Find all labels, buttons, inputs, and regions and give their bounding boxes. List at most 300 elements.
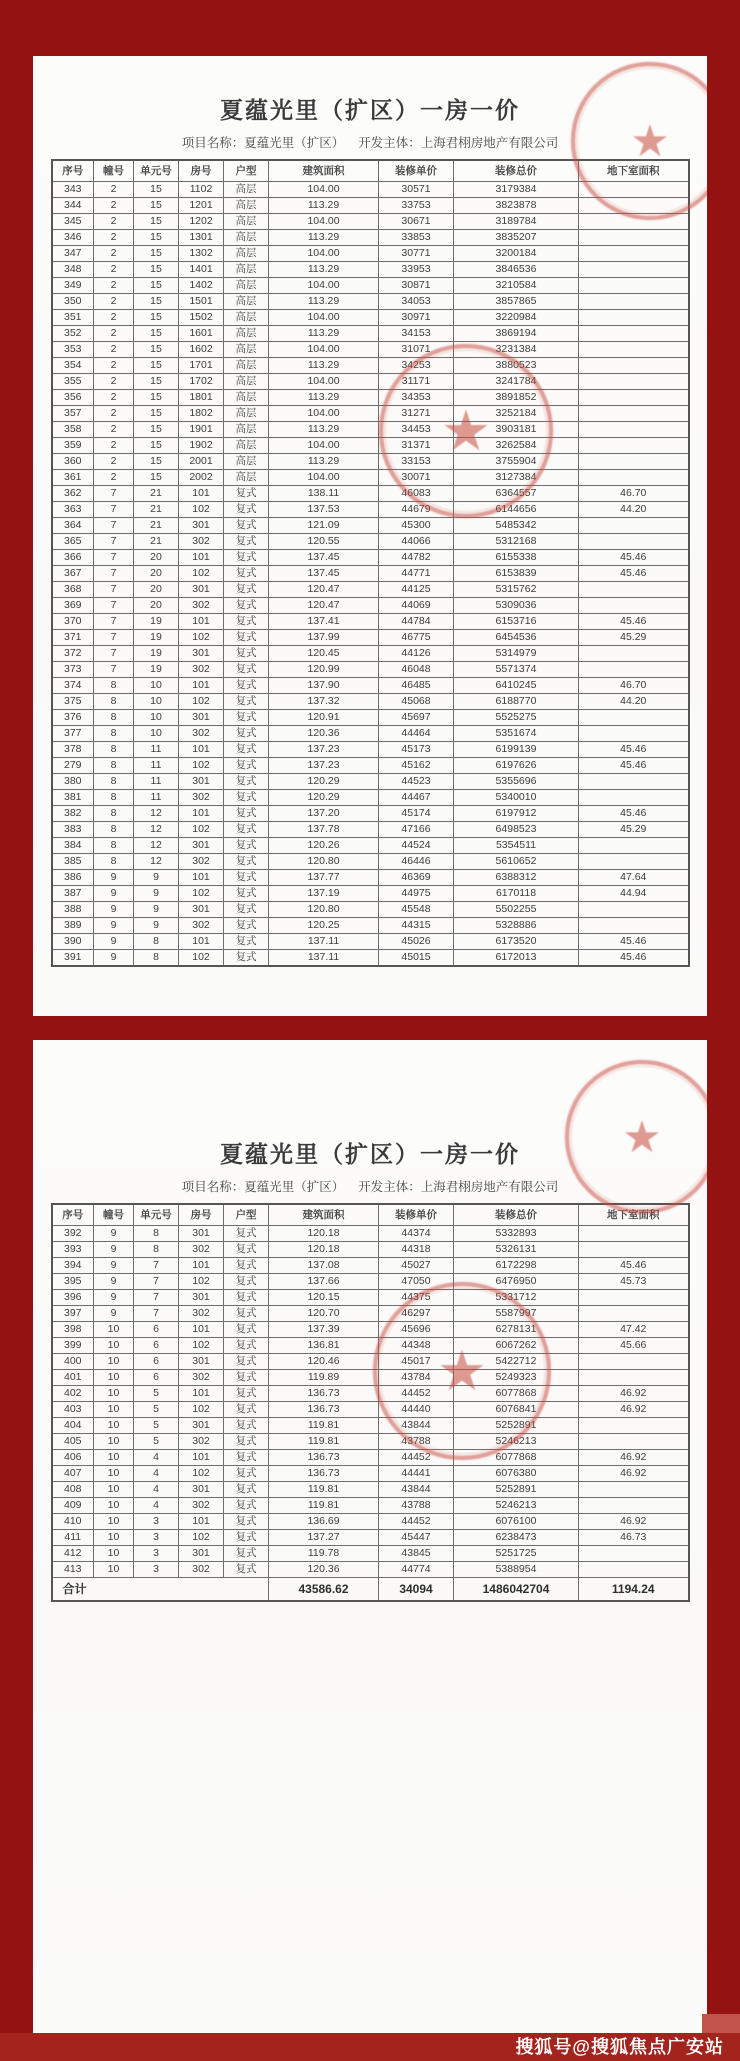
cell: 15 [134, 342, 179, 358]
cell: 2 [94, 198, 134, 214]
cell [579, 358, 689, 374]
cell: 6410245 [454, 678, 579, 694]
column-header: 建筑面积 [269, 160, 379, 182]
cell: 6076100 [454, 1514, 579, 1530]
cell: 101 [179, 1322, 224, 1338]
cell: 46485 [379, 678, 454, 694]
cell: 120.29 [269, 790, 379, 806]
table-row [52, 390, 689, 406]
cell: 45447 [379, 1530, 454, 1546]
cell: 302 [179, 1370, 224, 1386]
cell: 8 [94, 774, 134, 790]
cell: 复式 [224, 934, 269, 950]
scanned-page-2 [33, 1040, 707, 2037]
cell: 复式 [224, 790, 269, 806]
cell: 3252184 [454, 406, 579, 422]
column-header: 装修单价 [379, 1204, 454, 1226]
cell: 5246213 [454, 1498, 579, 1514]
cell: 113.29 [269, 230, 379, 246]
cell [579, 214, 689, 230]
project-name: 夏蕴光里（扩区） [244, 136, 345, 150]
cell: 15 [134, 278, 179, 294]
total-cell: 43586.62 [269, 1578, 379, 1602]
column-header: 装修总价 [454, 160, 579, 182]
table-row [52, 1418, 689, 1434]
cell: 104.00 [269, 182, 379, 198]
cell: 10 [94, 1562, 134, 1578]
cell [579, 1370, 689, 1386]
table-row [52, 198, 689, 214]
cell: 21 [134, 502, 179, 518]
cell: 5312168 [454, 534, 579, 550]
cell [579, 422, 689, 438]
cell: 12 [134, 854, 179, 870]
cell: 364 [52, 518, 94, 534]
cell: 高层 [224, 358, 269, 374]
cell: 10 [134, 678, 179, 694]
cell: 9 [134, 902, 179, 918]
cell: 复式 [224, 1290, 269, 1306]
cell: 复式 [224, 1322, 269, 1338]
cell: 6476950 [454, 1274, 579, 1290]
cell: 19 [134, 630, 179, 646]
project-label: 项目名称： [181, 1180, 245, 1194]
cell: 136.73 [269, 1402, 379, 1418]
cell [579, 1354, 689, 1370]
cell: 302 [179, 534, 224, 550]
cell: 102 [179, 1338, 224, 1354]
cell: 409 [52, 1498, 94, 1514]
cell: 137.20 [269, 806, 379, 822]
cell: 10 [134, 694, 179, 710]
cell: 6188770 [454, 694, 579, 710]
cell: 10 [94, 1322, 134, 1338]
cell: 2 [94, 454, 134, 470]
cell: 137.11 [269, 934, 379, 950]
cell: 复式 [224, 854, 269, 870]
cell: 21 [134, 534, 179, 550]
cell: 复式 [224, 870, 269, 886]
cell: 4 [134, 1482, 179, 1498]
cell: 7 [94, 582, 134, 598]
cell: 5354511 [454, 838, 579, 854]
cell: 8 [94, 822, 134, 838]
cell: 46.92 [579, 1450, 689, 1466]
cell: 1401 [179, 262, 224, 278]
cell: 7 [134, 1306, 179, 1322]
cell [579, 406, 689, 422]
cell: 120.70 [269, 1306, 379, 1322]
cell: 1902 [179, 438, 224, 454]
cell: 2 [94, 358, 134, 374]
table-row [52, 1338, 689, 1354]
table-row [52, 1546, 689, 1562]
cell: 44318 [379, 1242, 454, 1258]
table-row [52, 486, 689, 502]
cell: 31371 [379, 438, 454, 454]
cell: 10 [94, 1402, 134, 1418]
cell: 2001 [179, 454, 224, 470]
cell: 4 [134, 1466, 179, 1482]
cell: 45027 [379, 1258, 454, 1274]
cell: 120.15 [269, 1290, 379, 1306]
cell: 复式 [224, 1226, 269, 1242]
cell: 33153 [379, 454, 454, 470]
cell: 102 [179, 822, 224, 838]
cell: 367 [52, 566, 94, 582]
table-row [52, 790, 689, 806]
column-header: 房号 [179, 1204, 224, 1226]
column-header: 户型 [224, 1204, 269, 1226]
cell: 113.29 [269, 390, 379, 406]
cell: 8 [134, 1242, 179, 1258]
cell: 10 [94, 1514, 134, 1530]
cell: 302 [179, 1498, 224, 1514]
cell: 6498523 [454, 822, 579, 838]
cell: 复式 [224, 1434, 269, 1450]
cell: 3210584 [454, 278, 579, 294]
cell: 46.92 [579, 1402, 689, 1418]
table-row [52, 438, 689, 454]
cell: 15 [134, 374, 179, 390]
table-row [52, 1450, 689, 1466]
cell: 高层 [224, 182, 269, 198]
cell: 113.29 [269, 454, 379, 470]
star-icon: ★ [436, 1339, 488, 1402]
cell: 405 [52, 1434, 94, 1450]
cell: 46.70 [579, 678, 689, 694]
cell: 45.73 [579, 1274, 689, 1290]
cell: 1502 [179, 310, 224, 326]
cell: 104.00 [269, 214, 379, 230]
cell: 20 [134, 566, 179, 582]
cell: 9 [94, 1258, 134, 1274]
cell: 104.00 [269, 470, 379, 486]
cell: 3823878 [454, 198, 579, 214]
cell: 9 [94, 1306, 134, 1322]
cell: 370 [52, 614, 94, 630]
table-row [52, 214, 689, 230]
cell: 10 [94, 1466, 134, 1482]
cell: 6197912 [454, 806, 579, 822]
cell: 400 [52, 1354, 94, 1370]
cell: 1202 [179, 214, 224, 230]
cell: 12 [134, 822, 179, 838]
cell: 301 [179, 518, 224, 534]
cell: 45017 [379, 1354, 454, 1370]
cell: 101 [179, 742, 224, 758]
cell [579, 1482, 689, 1498]
cell [579, 710, 689, 726]
cell: 397 [52, 1306, 94, 1322]
cell: 复式 [224, 902, 269, 918]
cell: 3262584 [454, 438, 579, 454]
cell: 2 [94, 422, 134, 438]
cell: 34153 [379, 326, 454, 342]
column-header: 房号 [179, 160, 224, 182]
cell: 8 [94, 854, 134, 870]
cell: 高层 [224, 470, 269, 486]
cell: 高层 [224, 326, 269, 342]
cell: 高层 [224, 230, 269, 246]
cell: 45300 [379, 518, 454, 534]
cell: 6454536 [454, 630, 579, 646]
total-cell: 34094 [379, 1578, 454, 1602]
cell [579, 1418, 689, 1434]
scanned-page-1 [33, 56, 707, 1016]
cell: 104.00 [269, 438, 379, 454]
cell: 高层 [224, 262, 269, 278]
cell: 369 [52, 598, 94, 614]
cell: 5251725 [454, 1546, 579, 1562]
cell: 102 [179, 950, 224, 967]
cell: 9 [134, 918, 179, 934]
table-row [52, 1274, 689, 1290]
cell: 361 [52, 470, 94, 486]
cell: 6153716 [454, 614, 579, 630]
cell: 46.92 [579, 1386, 689, 1402]
cell [579, 230, 689, 246]
cell: 352 [52, 326, 94, 342]
cell: 15 [134, 246, 179, 262]
cell: 3127384 [454, 470, 579, 486]
cell: 5502255 [454, 902, 579, 918]
cell: 301 [179, 710, 224, 726]
cell [579, 470, 689, 486]
cell: 复式 [224, 1546, 269, 1562]
cell: 10 [94, 1370, 134, 1386]
cell: 3857865 [454, 294, 579, 310]
cell: 6076841 [454, 1402, 579, 1418]
total-row [52, 1578, 689, 1602]
table-header-row [52, 160, 689, 182]
cell: 1901 [179, 422, 224, 438]
cell: 386 [52, 870, 94, 886]
page-title: 夏蕴光里（扩区）一房一价 [220, 1141, 520, 1167]
cell [579, 902, 689, 918]
cell: 47.64 [579, 870, 689, 886]
cell [579, 662, 689, 678]
cell [579, 374, 689, 390]
cell: 43845 [379, 1546, 454, 1562]
cell: 1601 [179, 326, 224, 342]
cell: 301 [179, 1418, 224, 1434]
cell: 137.08 [269, 1258, 379, 1274]
cell: 7 [94, 646, 134, 662]
cell: 43788 [379, 1434, 454, 1450]
cell: 5610652 [454, 854, 579, 870]
cell [579, 598, 689, 614]
cell: 高层 [224, 374, 269, 390]
cell: 347 [52, 246, 94, 262]
cell: 6153839 [454, 566, 579, 582]
cell [579, 326, 689, 342]
cell: 6 [134, 1370, 179, 1386]
cell: 45.46 [579, 1258, 689, 1274]
cell: 120.45 [269, 646, 379, 662]
cell: 113.29 [269, 422, 379, 438]
table-row [52, 1498, 689, 1514]
cell: 120.26 [269, 838, 379, 854]
table-row [52, 950, 689, 967]
table-row [52, 854, 689, 870]
cell: 136.73 [269, 1386, 379, 1402]
cell: 6 [134, 1354, 179, 1370]
cell: 44975 [379, 886, 454, 902]
cell: 10 [94, 1498, 134, 1514]
table-row [52, 870, 689, 886]
cell: 368 [52, 582, 94, 598]
cell: 44441 [379, 1466, 454, 1482]
cell: 302 [179, 854, 224, 870]
cell: 120.99 [269, 662, 379, 678]
cell: 5388954 [454, 1562, 579, 1578]
table-row [52, 742, 689, 758]
table-row [52, 614, 689, 630]
cell: 复式 [224, 918, 269, 934]
cell: 101 [179, 1386, 224, 1402]
cell: 高层 [224, 342, 269, 358]
cell: 4 [134, 1498, 179, 1514]
cell: 9 [94, 1274, 134, 1290]
cell: 302 [179, 1242, 224, 1258]
table-row [52, 310, 689, 326]
cell: 44523 [379, 774, 454, 790]
cell: 34253 [379, 358, 454, 374]
developer-name: 上海君栩房地产有限公司 [420, 136, 559, 150]
cell: 复式 [224, 502, 269, 518]
cell: 复式 [224, 550, 269, 566]
cell: 2 [94, 390, 134, 406]
cell [579, 310, 689, 326]
cell: 3755904 [454, 454, 579, 470]
cell: 47050 [379, 1274, 454, 1290]
cell: 2 [94, 246, 134, 262]
column-header: 建筑面积 [269, 1204, 379, 1226]
cell: 高层 [224, 294, 269, 310]
cell: 302 [179, 662, 224, 678]
cell: 394 [52, 1258, 94, 1274]
total-cell: 1194.24 [579, 1578, 689, 1602]
cell: 9 [134, 886, 179, 902]
cell: 44374 [379, 1226, 454, 1242]
cell: 12 [134, 838, 179, 854]
cell: 45174 [379, 806, 454, 822]
cell: 复式 [224, 598, 269, 614]
cell: 102 [179, 1466, 224, 1482]
cell: 119.78 [269, 1546, 379, 1562]
cell: 复式 [224, 806, 269, 822]
cell: 343 [52, 182, 94, 198]
table-row [52, 662, 689, 678]
cell: 120.46 [269, 1354, 379, 1370]
cell: 302 [179, 1306, 224, 1322]
cell: 15 [134, 294, 179, 310]
cell: 101 [179, 1514, 224, 1530]
cell: 5249323 [454, 1370, 579, 1386]
cell: 5246213 [454, 1434, 579, 1450]
cell: 412 [52, 1546, 94, 1562]
cell: 复式 [224, 726, 269, 742]
table-row [52, 518, 689, 534]
cell: 复式 [224, 630, 269, 646]
cell: 6238473 [454, 1530, 579, 1546]
table-row [52, 406, 689, 422]
cell: 355 [52, 374, 94, 390]
cell: 34453 [379, 422, 454, 438]
cell: 372 [52, 646, 94, 662]
cell: 45.46 [579, 566, 689, 582]
cell: 8 [94, 838, 134, 854]
cell: 45173 [379, 742, 454, 758]
cell: 359 [52, 438, 94, 454]
cell: 302 [179, 1434, 224, 1450]
cell [579, 1290, 689, 1306]
cell: 4 [134, 1450, 179, 1466]
cell: 15 [134, 390, 179, 406]
cell: 44440 [379, 1402, 454, 1418]
cell: 46775 [379, 630, 454, 646]
cell: 301 [179, 902, 224, 918]
cell: 5309036 [454, 598, 579, 614]
cell: 44452 [379, 1514, 454, 1530]
cell: 101 [179, 934, 224, 950]
cell: 45162 [379, 758, 454, 774]
cell: 43784 [379, 1370, 454, 1386]
cell: 346 [52, 230, 94, 246]
column-header: 单元号 [134, 160, 179, 182]
cell: 10 [94, 1354, 134, 1370]
price-table-2 [51, 1203, 690, 1602]
cell: 349 [52, 278, 94, 294]
cell: 120.80 [269, 902, 379, 918]
cell: 44524 [379, 838, 454, 854]
cell: 358 [52, 422, 94, 438]
cell: 43788 [379, 1498, 454, 1514]
cell: 301 [179, 582, 224, 598]
cell: 15 [134, 262, 179, 278]
cell [579, 294, 689, 310]
table-row [52, 342, 689, 358]
cell: 8 [94, 790, 134, 806]
cell: 6077868 [454, 1386, 579, 1402]
cell: 119.81 [269, 1498, 379, 1514]
cell: 20 [134, 582, 179, 598]
cell: 15 [134, 230, 179, 246]
table-row [52, 1434, 689, 1450]
table-row [52, 278, 689, 294]
cell: 8 [94, 806, 134, 822]
cell: 344 [52, 198, 94, 214]
cell: 113.29 [269, 294, 379, 310]
cell: 9 [134, 870, 179, 886]
cell: 1201 [179, 198, 224, 214]
cell: 复式 [224, 1418, 269, 1434]
cell: 9 [94, 934, 134, 950]
cell: 15 [134, 406, 179, 422]
column-header: 装修总价 [454, 1204, 579, 1226]
cell: 2 [94, 230, 134, 246]
cell: 5314979 [454, 646, 579, 662]
cell: 1602 [179, 342, 224, 358]
cell: 7 [94, 534, 134, 550]
cell: 44069 [379, 598, 454, 614]
cell: 3179384 [454, 182, 579, 198]
table-row [52, 1354, 689, 1370]
cell: 137.41 [269, 614, 379, 630]
cell [579, 262, 689, 278]
cell: 46.92 [579, 1466, 689, 1482]
